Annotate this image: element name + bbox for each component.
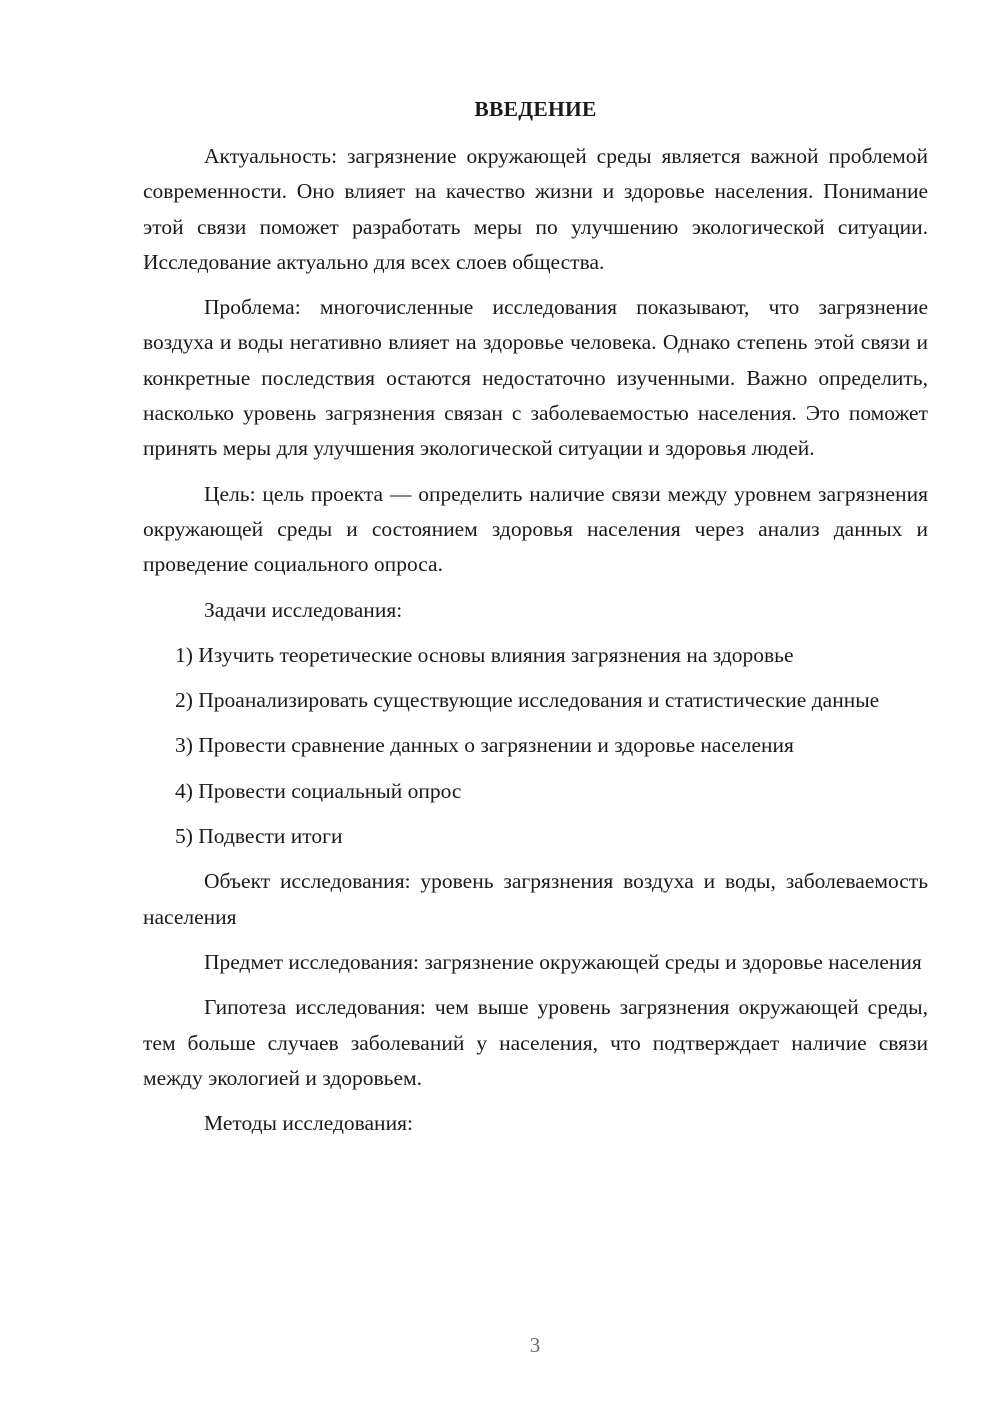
page-number: 3 [529, 1333, 541, 1357]
subject-paragraph: Предмет исследования: загрязнение окружающей среды и здоровье населения [204, 949, 922, 974]
document-page [143, 92, 928, 1151]
methods-heading: Методы исследования: [204, 1111, 413, 1136]
relevance-paragraph: Актуальность: загрязнение окружающей среды является важной проблемой современности. Оно влияет на качество жизни и здоровье населения. Понимание этой связи поможет разработать меры по улучшению экологической ситуации. Исследование актуально для всех слоев общества. [143, 144, 928, 274]
object-paragraph: Объект исследования: уровень загрязнения воздуха и воды, заболеваемость населения [143, 869, 928, 929]
task-item-1: 1) Изучить теоретические основы влияния загрязнения на здоровье [175, 642, 794, 667]
hypothesis-paragraph: Гипотеза исследования: чем выше уровень загрязнения окружающей среды, тем больше случаев заболеваний у населения, что подтверждает наличие связи между экологией и здоровьем. [143, 995, 928, 1090]
task-item-5: 5) Подвести итоги [175, 824, 343, 849]
task-item-3: 3) Провести сравнение данных о загрязнении и здоровье населения [175, 733, 794, 758]
problem-paragraph: Проблема: многочисленные исследования показывают, что загрязнение воздуха и воды негативно влияет на здоровье человека. Однако степень этой связи и конкретные последствия остаются недостаточно изученными. Важно определить, насколько уровень загрязнения связан с заболеваемостью населения. Это поможет принять меры для улучшения экологической ситуации и здоровья людей. [143, 295, 928, 461]
goal-paragraph: Цель: цель проекта — определить наличие связи между уровнем загрязнения окружающей среды и состоянием здоровья населения через анализ данных и проведение социального опроса. [143, 481, 928, 577]
task-item-2: 2) Проанализировать существующие исследования и статистические данные [175, 688, 880, 713]
tasks-heading: Задачи исследования: [204, 597, 403, 622]
task-item-4: 4) Провести социальный опрос [175, 778, 462, 803]
section-title: ВВЕДЕНИЕ [474, 97, 597, 121]
